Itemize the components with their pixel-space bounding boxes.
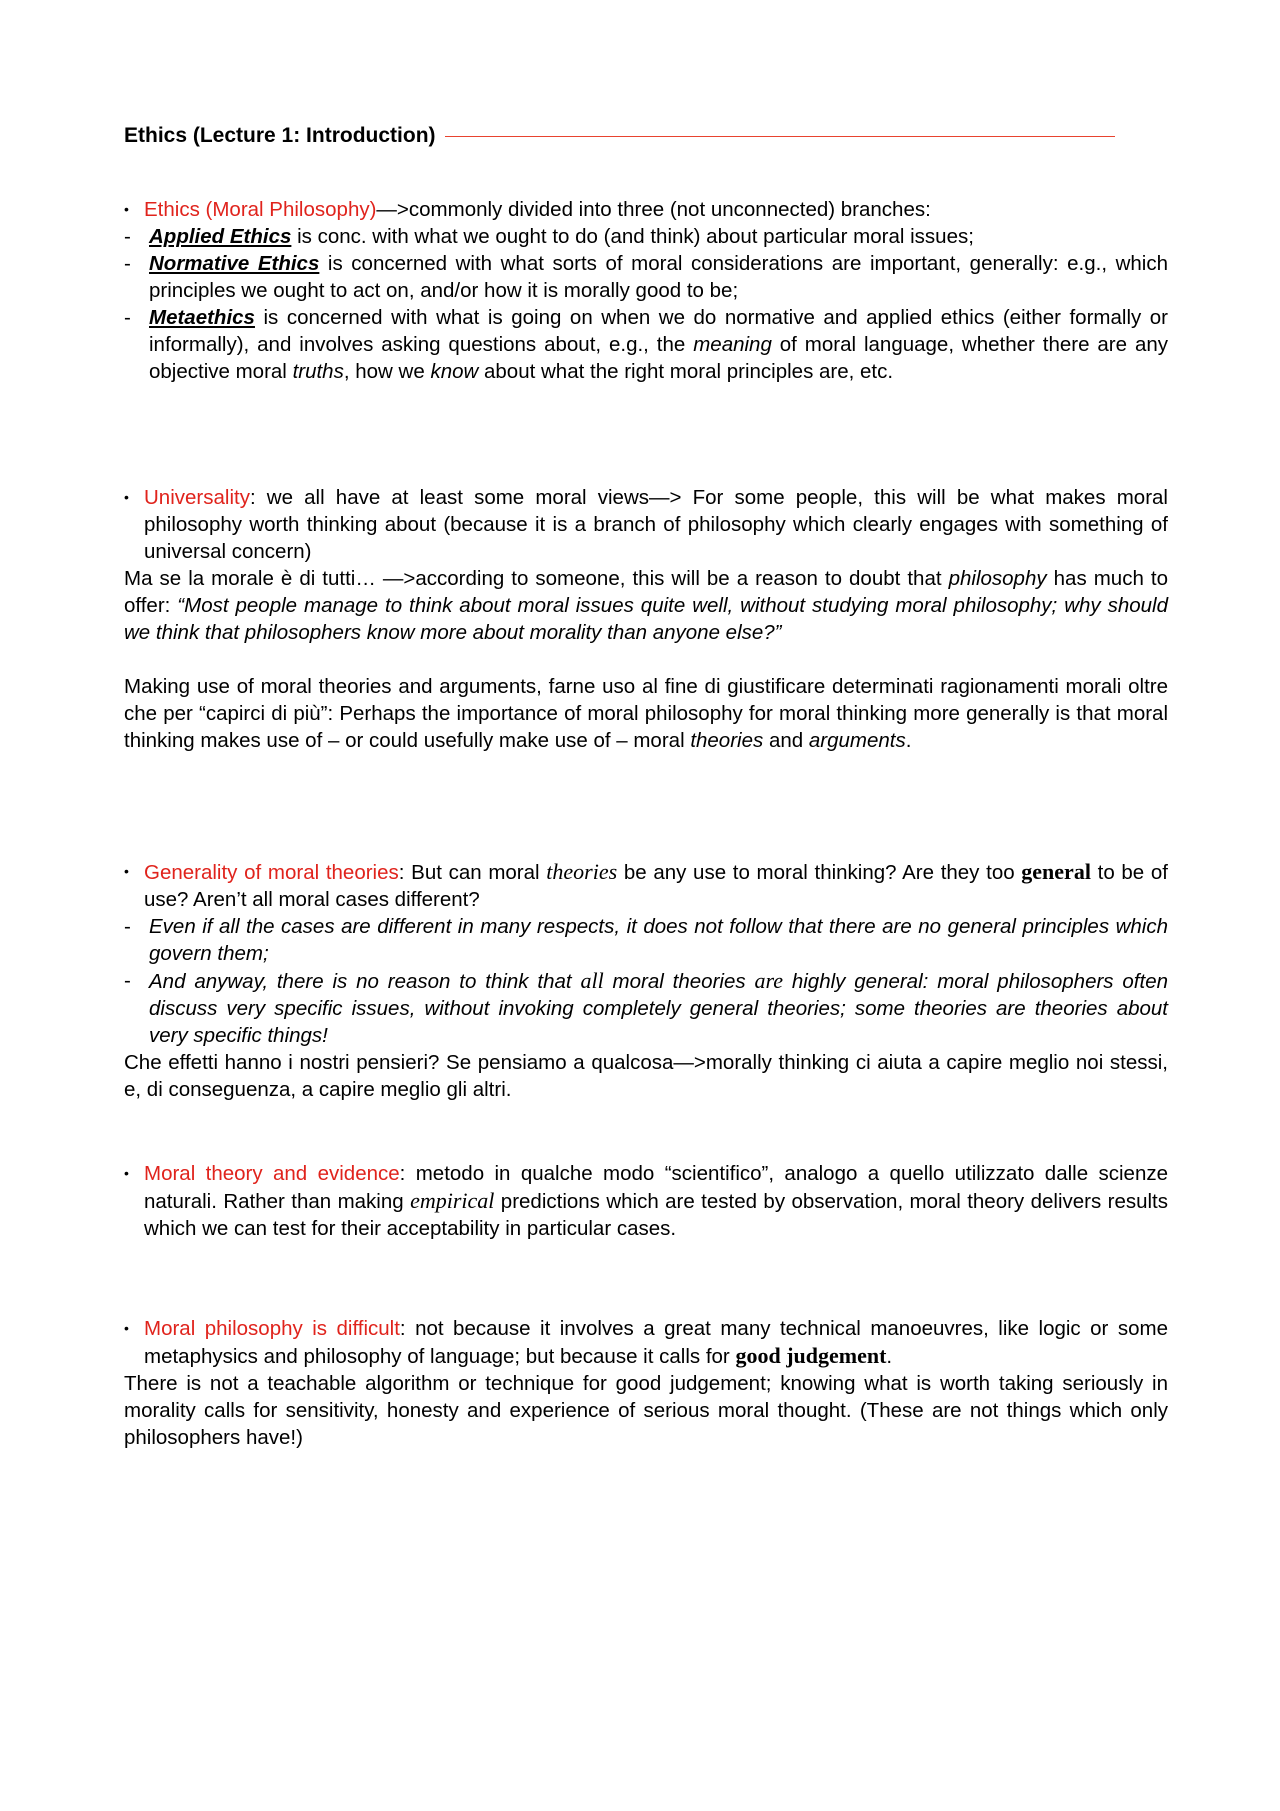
document-page	[124, 118, 1169, 1449]
section-evidence	[124, 1160, 1168, 1242]
bullet-evidence: • Moral theory and evidence: metodo in qualche modo “scientifico”, analogo a quello utilizzato dalle scienze naturali. Rather than making empirical predictions which are tested by observation, moral theory delivers results which we can test for their acceptability in particular cases.	[124, 1162, 1169, 1240]
section-universality	[124, 484, 1168, 754]
page-title: Ethics (Lecture 1: Introduction)	[124, 124, 436, 147]
bullet-difficult: • Moral philosophy is difficult: not because it involves a great many technical manoeuvres, like logic or some metaphysics and philosophy of language; but because it calls for good judgement.	[124, 1317, 1168, 1368]
dash-normative-ethics: - Normative Ethics is concerned with what sorts of moral considerations are important, generally: e.g., which principles we ought to act on, and/or how it is morally good to be;	[124, 252, 1168, 302]
bullet-universality: • Universality: we all have at least some moral views—> For some people, this will be what makes moral philosophy worth thinking about (because it is a branch of philosophy which clearly engages with something of universal concern)	[124, 486, 1168, 563]
bullet-dot: •	[124, 489, 129, 505]
bullet-heading: Moral theory and evidence	[144, 1162, 400, 1185]
paragraph-theories-arguments: Making use of moral theories and arguments, farne uso al fine di giustificare determinati ragionamenti morali oltre che per “capirci di più”: Perhaps the importance of moral philosophy for moral thinking more generally is that moral thinking makes use of – or could usefully make use of – moral theories and arguments.	[124, 675, 1168, 752]
bullet-heading: Ethics (Moral Philosophy)	[144, 198, 377, 221]
paragraph-effects: Che effetti hanno i nostri pensieri? Se pensiamo a qualcosa—>morally thinking ci aiuta a capire meglio noi stessi, e, di conseguenza, a capire meglio gli altri.	[124, 1051, 1168, 1101]
bullet-dot: •	[124, 1165, 129, 1181]
bullet-heading: Universality	[144, 486, 250, 509]
dash-not-general: - And anyway, there is no reason to think that all moral theories are highly general: moral philosophers often discuss very specific issues, without invoking completely general theories; some theories are theories about very specific things!	[124, 968, 1168, 1047]
dash-metaethics: - Metaethics is concerned with what is going on when we do normative and applied ethics (either formally or informally), and involves asking questions about, e.g., the meaning of moral language, whether there are any objective moral truths, how we know about what the right moral principles are, etc.	[124, 306, 1169, 383]
dash-applied-ethics: - Applied Ethics is conc. with what we ought to do (and think) about particular moral issues;	[124, 225, 974, 248]
bullet-ethics: • Ethics (Moral Philosophy)—>commonly divided into three (not unconnected) branches:	[124, 198, 931, 221]
bullet-generality: • Generality of moral theories: But can moral theories be any use to moral thinking? Are they too general to be of use? Aren’t all moral cases different?	[124, 859, 1168, 911]
bullet-dot: •	[124, 863, 129, 879]
term-applied-ethics: Applied Ethics	[149, 225, 292, 248]
section-branches	[124, 196, 1168, 385]
bullet-dot: •	[124, 1320, 129, 1336]
bullet-heading: Generality of moral theories	[144, 861, 399, 884]
paragraph-judgement: There is not a teachable algorithm or technique for good judgement; knowing what is worth taking seriously in morality calls for sensitivity, honesty and experience of serious moral thought. (These are not things which only philosophers have!)	[124, 1372, 1168, 1449]
paragraph-doubt: Ma se la morale è di tutti… —>according to someone, this will be a reason to doubt that philosophy has much to offer: “Most people manage to think about moral issues quite well, without studying moral philosophy; why should we think that philosophers know more about morality than anyone else?”	[124, 567, 1169, 644]
bullet-heading: Moral philosophy is difficult	[144, 1317, 400, 1340]
dash-cases-different: - Even if all the cases are different in many respects, it does not follow that there are no general principles which govern them;	[124, 915, 1168, 965]
title-rule	[445, 136, 1115, 137]
bullet-dot: •	[124, 201, 129, 217]
title-row	[124, 118, 1168, 154]
term-normative-ethics: Normative Ethics	[149, 252, 320, 275]
section-generality	[124, 858, 1168, 1103]
section-difficult	[124, 1315, 1168, 1451]
term-metaethics: Metaethics	[149, 306, 255, 329]
